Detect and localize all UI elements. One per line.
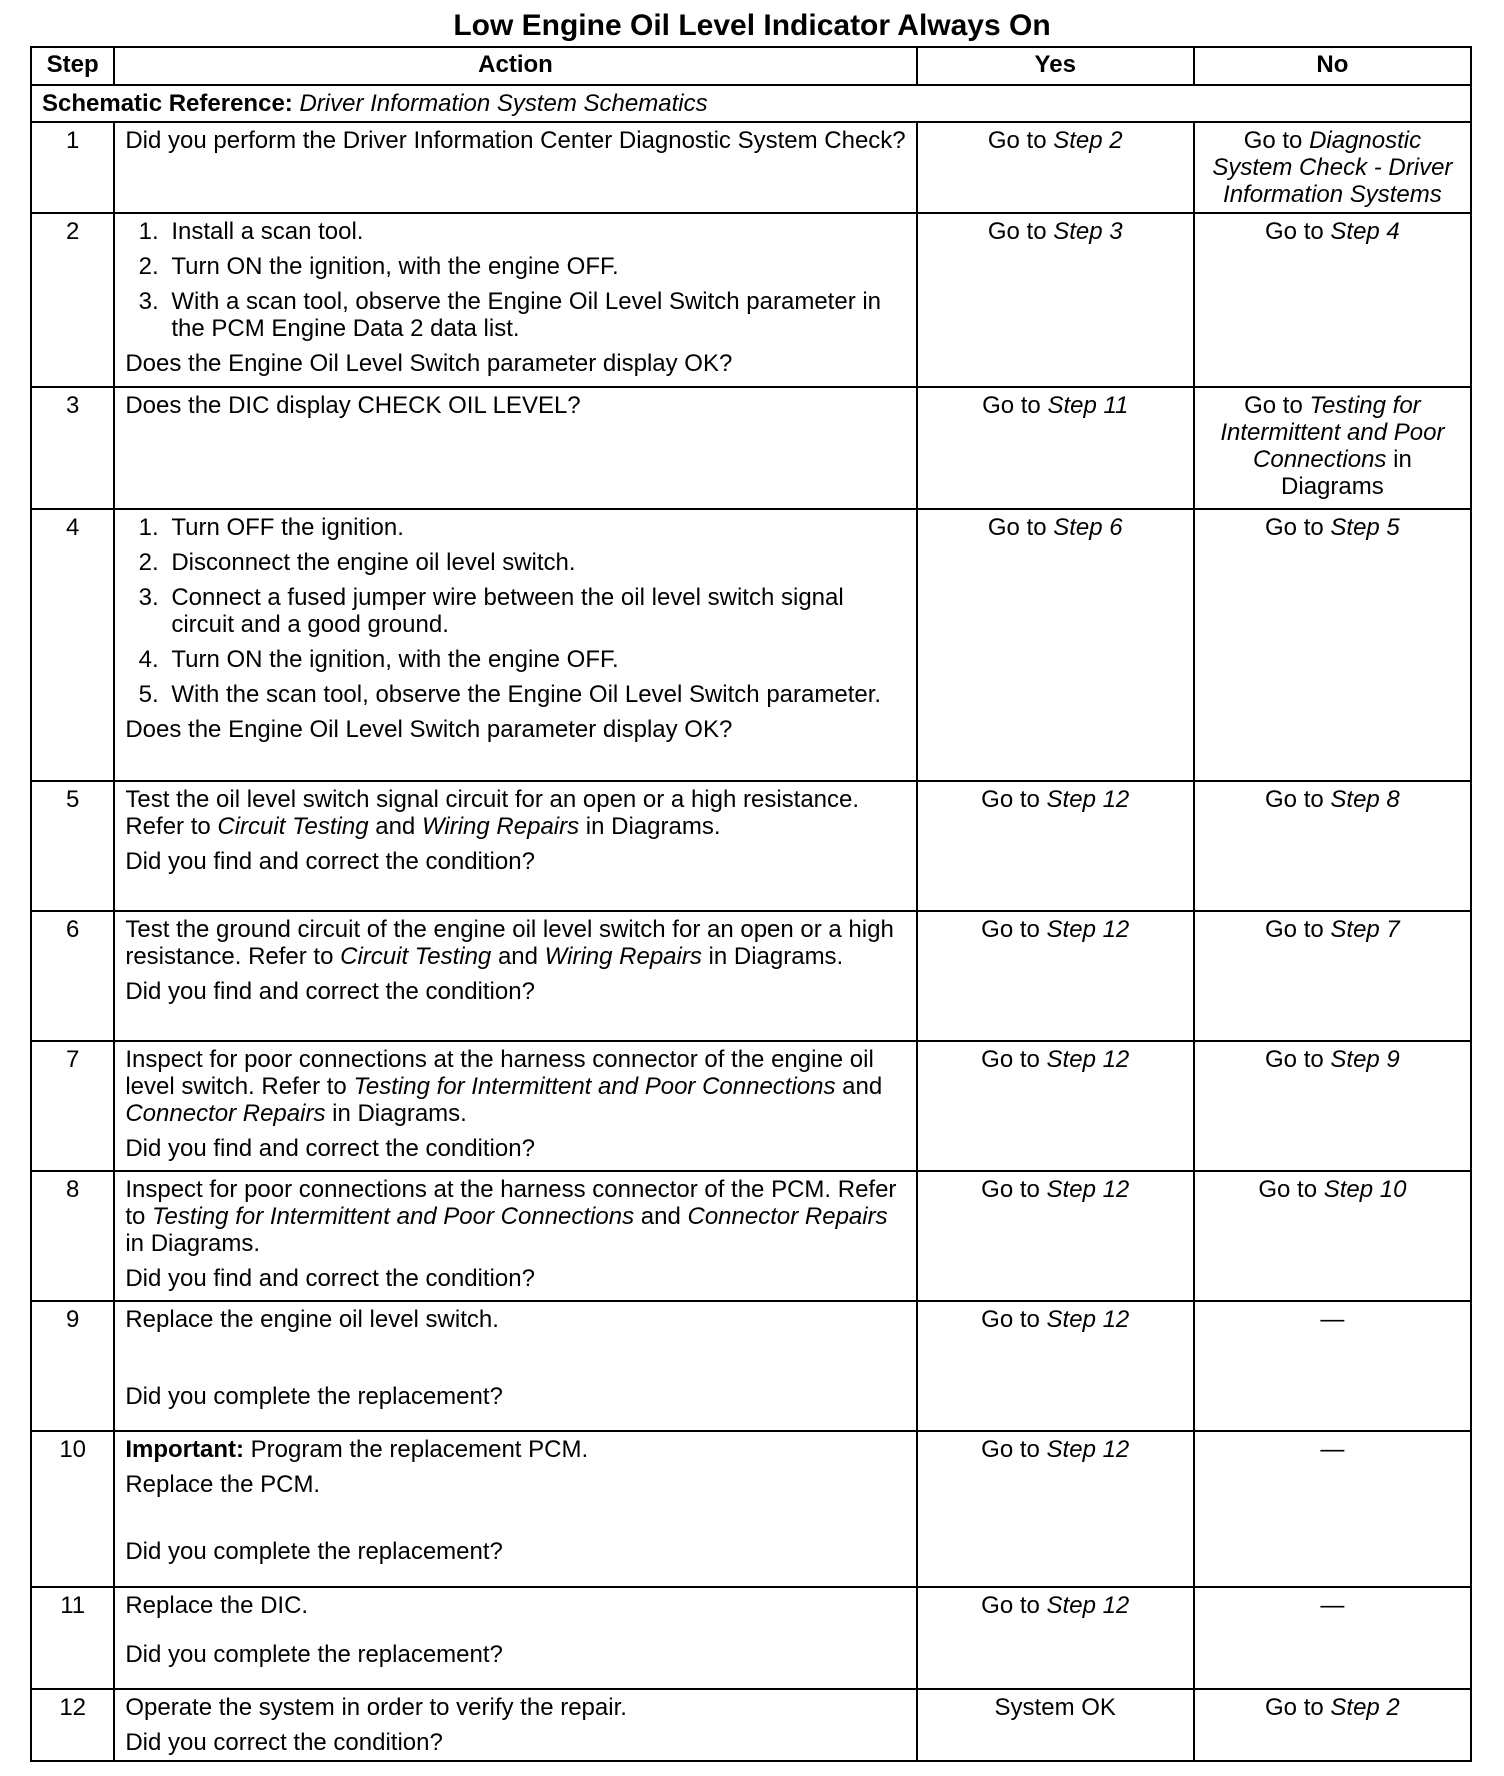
table-row: [31, 1041, 1471, 1171]
list-item: 5. With the scan tool, observe the Engine Oil Level Switch parameter.: [165, 681, 905, 708]
action-text: Replace the PCM.: [125, 1471, 321, 1498]
action-question: Did you find and correct the condition?: [125, 848, 535, 875]
action-list: [125, 218, 905, 342]
action-question: Did you complete the replacement?: [125, 1383, 503, 1410]
step-number: 1: [31, 122, 114, 213]
list-item: 1. Install a scan tool.: [165, 218, 905, 245]
step-number: 12: [31, 1689, 114, 1761]
action-question: Did you correct the condition?: [125, 1729, 443, 1756]
action-cell: [114, 213, 916, 387]
header-step: Step: [31, 47, 114, 85]
action-cell: [114, 1171, 916, 1301]
schematic-value: Driver Information System Schematics: [299, 90, 708, 117]
page-title: Low Engine Oil Level Indicator Always On: [453, 9, 1051, 42]
action-cell: [114, 509, 916, 781]
yes-cell: Go to Step 11: [917, 387, 1194, 509]
yes-cell: Go to Step 6: [917, 509, 1194, 781]
diagnostic-table: [30, 46, 1472, 1762]
step-number: 11: [31, 1587, 114, 1689]
no-cell: —: [1194, 1301, 1471, 1431]
action-question: Did you complete the replacement?: [125, 1641, 503, 1668]
action-question: Did you find and correct the condition?: [125, 1265, 535, 1292]
action-cell: [114, 1301, 916, 1431]
header-row: [31, 47, 1471, 85]
yes-cell: Go to Step 12: [917, 1301, 1194, 1431]
no-cell: Go to Diagnostic System Check - Driver Information Systems: [1194, 122, 1471, 213]
action-text: Replace the engine oil level switch.: [125, 1306, 499, 1333]
no-cell: Go to Step 9: [1194, 1041, 1471, 1171]
header-action: Action: [114, 47, 916, 85]
action-question: Did you complete the replacement?: [125, 1538, 503, 1565]
no-cell: Go to Step 5: [1194, 509, 1471, 781]
table-row: [31, 1171, 1471, 1301]
action-text: Test the oil level switch signal circuit for an open or a high resistance. Refer to Circuit Testing and Wiring Repairs in Diagrams.: [125, 786, 860, 840]
action-cell: [114, 387, 916, 509]
yes-cell: Go to Step 12: [917, 1587, 1194, 1689]
schematic-reference: [31, 85, 1471, 122]
step-number: 8: [31, 1171, 114, 1301]
action-question: Did you find and correct the condition?: [125, 1135, 535, 1162]
table-row: [31, 1431, 1471, 1587]
no-cell: —: [1194, 1431, 1471, 1587]
no-cell: Go to Step 7: [1194, 911, 1471, 1041]
action-cell: [114, 781, 916, 911]
action-cell: [114, 1431, 916, 1587]
action-text: Inspect for poor connections at the harness connector of the PCM. Refer to Testing for Intermittent and Poor Connections and Connector Repairs in Diagrams.: [125, 1176, 897, 1257]
action-text: Inspect for poor connections at the harness connector of the engine oil level switch. Refer to Testing for Intermittent and Poor Connections and Connector Repairs in Diagrams.: [125, 1046, 883, 1127]
table-row: [31, 387, 1471, 509]
no-cell: Go to Step 2: [1194, 1689, 1471, 1761]
action-text: Did you perform the Driver Information Center Diagnostic System Check?: [125, 127, 906, 154]
list-item: 3. With a scan tool, observe the Engine Oil Level Switch parameter in the PCM Engine Data 2 data list.: [165, 288, 905, 342]
list-item: 4. Turn ON the ignition, with the engine OFF.: [165, 646, 905, 673]
action-text: Replace the DIC.: [125, 1592, 309, 1619]
header-no: No: [1194, 47, 1471, 85]
table-row: [31, 781, 1471, 911]
yes-cell: Go to Step 3: [917, 213, 1194, 387]
table-row: [31, 1587, 1471, 1689]
action-text: Operate the system in order to verify the repair.: [125, 1694, 627, 1721]
no-cell: Go to Step 10: [1194, 1171, 1471, 1301]
step-number: 5: [31, 781, 114, 911]
step-number: 9: [31, 1301, 114, 1431]
step-number: 7: [31, 1041, 114, 1171]
step-number: 6: [31, 911, 114, 1041]
table-row: [31, 509, 1471, 781]
action-cell: [114, 122, 916, 213]
action-question: Does the Engine Oil Level Switch parameter display OK?: [125, 716, 733, 743]
schematic-label: Schematic Reference:: [42, 90, 293, 117]
no-cell: Go to Step 8: [1194, 781, 1471, 911]
list-item: 1. Turn OFF the ignition.: [165, 514, 905, 541]
action-list: [125, 514, 905, 708]
yes-cell: Go to Step 12: [917, 781, 1194, 911]
list-item: 2. Disconnect the engine oil level switch.: [165, 549, 905, 576]
table-row: [31, 1301, 1471, 1431]
list-item: 3. Connect a fused jumper wire between the oil level switch signal circuit and a good ground.: [165, 584, 905, 638]
action-question: Does the Engine Oil Level Switch parameter display OK?: [125, 350, 733, 377]
table-row: [31, 1689, 1471, 1761]
no-cell: Go to Testing for Intermittent and Poor Connections in Diagrams: [1194, 387, 1471, 509]
yes-cell: Go to Step 12: [917, 1431, 1194, 1587]
table-row: [31, 911, 1471, 1041]
list-item: 2. Turn ON the ignition, with the engine OFF.: [165, 253, 905, 280]
action-text: Does the DIC display CHECK OIL LEVEL?: [125, 392, 581, 419]
yes-cell: Go to Step 2: [917, 122, 1194, 213]
yes-cell: Go to Step 12: [917, 911, 1194, 1041]
step-number: 10: [31, 1431, 114, 1587]
action-cell: [114, 1689, 916, 1761]
yes-cell: System OK: [917, 1689, 1194, 1761]
schematic-reference-row: [31, 85, 1471, 122]
no-cell: Go to Step 4: [1194, 213, 1471, 387]
header-yes: Yes: [917, 47, 1194, 85]
yes-cell: Go to Step 12: [917, 1171, 1194, 1301]
step-number: 3: [31, 387, 114, 509]
table-row: [31, 122, 1471, 213]
step-number: 2: [31, 213, 114, 387]
action-cell: [114, 911, 916, 1041]
yes-cell: Go to Step 12: [917, 1041, 1194, 1171]
table-row: [31, 213, 1471, 387]
no-cell: —: [1194, 1587, 1471, 1689]
action-text: Test the ground circuit of the engine oil level switch for an open or a high resistance. Refer to Circuit Testing and Wiring Repairs in Diagrams.: [125, 916, 894, 970]
action-cell: [114, 1041, 916, 1171]
action-cell: [114, 1587, 916, 1689]
action-question: Did you find and correct the condition?: [125, 978, 535, 1005]
step-number: 4: [31, 509, 114, 781]
important-note: Important: Program the replacement PCM.: [125, 1436, 589, 1463]
